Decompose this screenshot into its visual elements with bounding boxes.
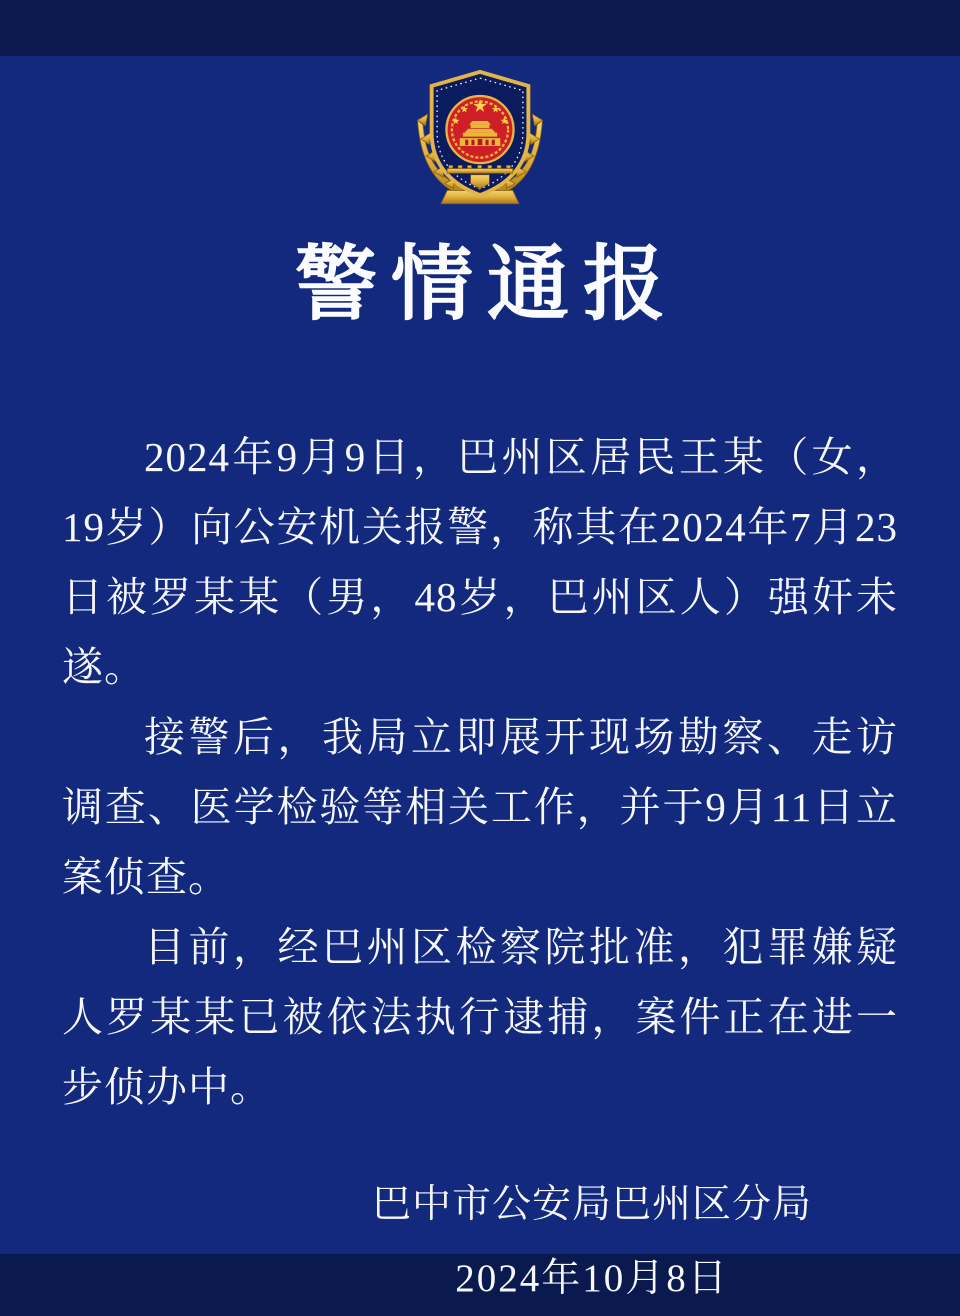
signature-block — [0, 1168, 960, 1316]
issuing-agency: 巴中市公安局巴州区分局 — [371, 1183, 812, 1227]
police-emblem — [402, 56, 558, 218]
notice-title: 警情通报 — [294, 239, 679, 330]
police-badge-icon — [402, 56, 558, 218]
notice-paragraph-2: 接警后，我局立即展开现场勘察、走访调查、医学检验等相关工作，并于9月11日立案侦查。 — [62, 714, 898, 901]
issue-date: 2024年10月8日 — [455, 1257, 729, 1301]
notice-paragraph-1: 2024年9月9日，巴州区居民王某（女，19岁）向公安机关报警，称其在2024年7月23日被罗某某（男，48岁，巴州区人）强奸未遂。 — [62, 434, 898, 691]
notice-paragraph-3: 目前，经巴州区检察院批准，犯罪嫌疑人罗某某已被依法执行逮捕，案件正在进一步侦办中。 — [62, 924, 898, 1111]
notice-body — [62, 422, 898, 1122]
police-notice-page — [0, 56, 960, 1301]
